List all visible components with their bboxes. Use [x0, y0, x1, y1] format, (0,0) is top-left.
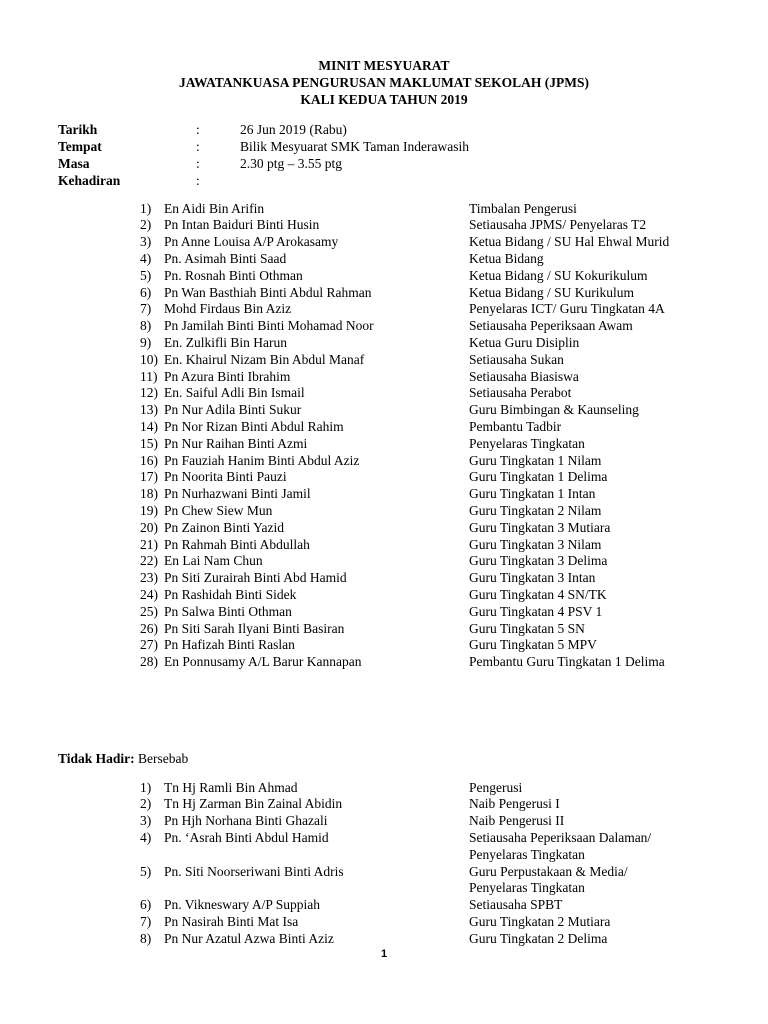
attendee-number: 14)	[140, 418, 158, 434]
meta-value: 2.30 ptg – 3.55 ptg	[240, 156, 343, 171]
attendee-role: Guru Tingkatan 1 Intan	[469, 486, 596, 502]
attendee-number: 1)	[140, 200, 152, 216]
meta-colon: :	[196, 173, 200, 188]
attendee-number: 22)	[140, 553, 158, 569]
meta-colon: :	[196, 156, 200, 171]
attendee-role: Guru Tingkatan 3 Intan	[469, 570, 596, 586]
absentee-number: 1)	[140, 779, 152, 795]
attendee-role: Guru Tingkatan 1 Nilam	[469, 452, 602, 468]
page-number: 1	[380, 948, 388, 960]
attendee-name: Pn Nur Adila Binti Sukur	[164, 402, 302, 418]
attendee-role: Ketua Bidang	[469, 250, 544, 266]
attendee-role: Setiausaha Perabot	[469, 385, 572, 401]
attendee-role: Guru Tingkatan 4 SN/TK	[469, 586, 607, 602]
absentee-role: Naib Pengerusi II	[469, 813, 565, 829]
doc-title-line-3: KALI KEDUA TAHUN 2019	[300, 92, 468, 107]
attendee-name: En. Saiful Adli Bin Ismail	[164, 385, 305, 401]
attendee-role: Ketua Guru Disiplin	[469, 334, 580, 350]
attendee-role: Guru Tingkatan 5 MPV	[469, 637, 597, 653]
attendee-role: Setiausaha JPMS/ Penyelaras T2	[469, 217, 647, 233]
attendee-name: Pn. Rosnah Binti Othman	[164, 267, 303, 283]
absentee-role: Naib Pengerusi I	[469, 796, 560, 812]
attendee-name: En Lai Nam Chun	[164, 553, 263, 569]
attendee-number: 17)	[140, 469, 158, 485]
meta-value: 26 Jun 2019 (Rabu)	[240, 122, 347, 137]
attendee-number: 19)	[140, 502, 158, 518]
attendee-number: 16)	[140, 452, 158, 468]
attendee-name: En. Zulkifli Bin Harun	[164, 334, 287, 350]
attendee-number: 15)	[140, 435, 158, 451]
attendee-name: Pn Rashidah Binti Sidek	[164, 586, 297, 602]
absentee-name: Pn Nasirah Binti Mat Isa	[164, 913, 299, 929]
attendee-role: Pembantu Guru Tingkatan 1 Delima	[469, 654, 665, 670]
absentee-role: Penyelaras Tingkatan	[469, 880, 585, 896]
absentee-role: Guru Perpustakaan & Media/	[469, 863, 628, 879]
attendee-name: En. Khairul Nizam Bin Abdul Manaf	[164, 351, 365, 367]
attendee-number: 27)	[140, 637, 158, 653]
attendee-number: 4)	[140, 250, 152, 266]
absentee-role: Setiausaha Peperiksaan Dalaman/	[469, 829, 652, 845]
attendee-role: Guru Tingkatan 3 Delima	[469, 553, 608, 569]
attendee-role: Setiausaha Peperiksaan Awam	[469, 318, 633, 334]
attendee-number: 12)	[140, 385, 158, 401]
attendee-name: Pn Jamilah Binti Binti Mohamad Noor	[164, 318, 374, 334]
absentee-role: Guru Tingkatan 2 Delima	[469, 930, 608, 946]
attendee-role: Ketua Bidang / SU Hal Ehwal Murid	[469, 234, 670, 250]
attendee-name: Mohd Firdaus Bin Aziz	[164, 301, 292, 317]
absentee-number: 8)	[140, 930, 152, 946]
attendee-number: 26)	[140, 620, 158, 636]
attendee-name: Pn Fauziah Hanim Binti Abdul Aziz	[164, 452, 360, 468]
doc-title-line-1: MINIT MESYUARAT	[318, 58, 450, 73]
attendee-role: Guru Tingkatan 1 Delima	[469, 469, 608, 485]
meta-label: Masa	[58, 156, 90, 171]
absentee-number: 5)	[140, 863, 152, 879]
meta-value: Bilik Mesyuarat SMK Taman Inderawasih	[240, 139, 470, 154]
attendee-number: 8)	[140, 318, 152, 334]
absentee-number: 7)	[140, 913, 152, 929]
attendee-role: Ketua Bidang / SU Kurikulum	[469, 284, 634, 300]
attendee-name: Pn Anne Louisa A/P Arokasamy	[164, 234, 339, 250]
attendee-name: Pn Wan Basthiah Binti Abdul Rahman	[164, 284, 372, 300]
attendee-role: Guru Tingkatan 2 Nilam	[469, 502, 602, 518]
attendee-role: Pembantu Tadbir	[469, 418, 562, 434]
attendee-role: Setiausaha Biasiswa	[469, 368, 579, 384]
absentee-name: Pn. Vikneswary A/P Suppiah	[164, 897, 320, 913]
attendee-role: Setiausaha Sukan	[469, 351, 564, 367]
attendee-name: Pn. Asimah Binti Saad	[164, 250, 287, 266]
absentee-role: Penyelaras Tingkatan	[469, 846, 585, 862]
absent-label: Tidak Hadir:	[58, 751, 135, 766]
meta-label: Kehadiran	[58, 173, 121, 188]
attendee-role: Ketua Bidang / SU Kokurikulum	[469, 267, 648, 283]
attendee-name: Pn Hafizah Binti Raslan	[164, 637, 295, 653]
attendee-name: Pn Siti Sarah Ilyani Binti Basiran	[164, 620, 345, 636]
attendee-number: 9)	[140, 334, 152, 350]
attendee-number: 20)	[140, 519, 158, 535]
attendee-number: 6)	[140, 284, 152, 300]
attendee-name: Pn Zainon Binti Yazid	[164, 519, 285, 535]
attendee-number: 2)	[140, 217, 152, 233]
meta-colon: :	[196, 139, 200, 154]
absentee-number: 3)	[140, 813, 152, 829]
absentee-name: Pn. ‘Asrah Binti Abdul Hamid	[164, 829, 329, 845]
attendee-number: 21)	[140, 536, 158, 552]
absentee-number: 2)	[140, 796, 152, 812]
attendee-number: 10)	[140, 351, 158, 367]
attendee-role: Guru Tingkatan 5 SN	[469, 620, 585, 636]
attendee-name: Pn Nurhazwani Binti Jamil	[164, 486, 311, 502]
attendee-name: Pn Intan Baiduri Binti Husin	[164, 217, 320, 233]
absentee-number: 4)	[140, 829, 152, 845]
absentee-name: Pn. Siti Noorseriwani Binti Adris	[164, 863, 344, 879]
attendee-name: Pn Azura Binti Ibrahim	[164, 368, 291, 384]
attendee-name: Pn Siti Zurairah Binti Abd Hamid	[164, 570, 347, 586]
attendee-name: Pn Noorita Binti Pauzi	[164, 469, 287, 485]
attendee-role: Guru Tingkatan 4 PSV 1	[469, 603, 603, 619]
attendee-number: 5)	[140, 267, 152, 283]
attendee-name: Pn Nor Rizan Binti Abdul Rahim	[164, 418, 344, 434]
attendee-name: Pn Rahmah Binti Abdullah	[164, 536, 310, 552]
meta-label: Tempat	[58, 139, 102, 154]
attendee-role: Penyelaras ICT/ Guru Tingkatan 4A	[469, 301, 665, 317]
attendee-role: Guru Tingkatan 3 Mutiara	[469, 519, 611, 535]
absentee-name: Tn Hj Zarman Bin Zainal Abidin	[164, 796, 343, 812]
attendee-number: 3)	[140, 234, 152, 250]
attendee-name: Pn Salwa Binti Othman	[164, 603, 292, 619]
absent-reason: Bersebab	[134, 751, 189, 766]
attendee-number: 11)	[140, 368, 158, 384]
attendee-role: Guru Bimbingan & Kaunseling	[469, 402, 639, 418]
attendee-number: 25)	[140, 603, 158, 619]
attendee-name: Pn Chew Siew Mun	[164, 502, 273, 518]
absentee-number: 6)	[140, 897, 152, 913]
attendee-name: En Aidi Bin Arifin	[164, 200, 265, 216]
attendee-name: En Ponnusamy A/L Barur Kannapan	[164, 654, 362, 670]
attendee-role: Penyelaras Tingkatan	[469, 435, 585, 451]
absentee-role: Guru Tingkatan 2 Mutiara	[469, 913, 611, 929]
absent-heading	[58, 750, 188, 767]
absentee-role: Pengerusi	[469, 779, 523, 795]
absentee-name: Tn Hj Ramli Bin Ahmad	[164, 779, 298, 795]
absentee-role: Setiausaha SPBT	[469, 897, 563, 913]
attendee-name: Pn Nur Raihan Binti Azmi	[164, 435, 308, 451]
attendee-number: 28)	[140, 654, 158, 670]
absentee-name: Pn Nur Azatul Azwa Binti Aziz	[164, 930, 334, 946]
attendee-number: 13)	[140, 402, 158, 418]
meta-colon: :	[196, 122, 200, 137]
attendee-role: Guru Tingkatan 3 Nilam	[469, 536, 602, 552]
attendee-number: 7)	[140, 301, 152, 317]
absentee-name: Pn Hjh Norhana Binti Ghazali	[164, 813, 328, 829]
doc-title-line-2: JAWATANKUASA PENGURUSAN MAKLUMAT SEKOLAH (JPMS)	[178, 75, 590, 90]
attendee-number: 24)	[140, 586, 158, 602]
attendee-role: Timbalan Pengerusi	[469, 200, 577, 216]
meta-label: Tarikh	[58, 122, 98, 137]
attendee-number: 23)	[140, 570, 158, 586]
attendee-number: 18)	[140, 486, 158, 502]
